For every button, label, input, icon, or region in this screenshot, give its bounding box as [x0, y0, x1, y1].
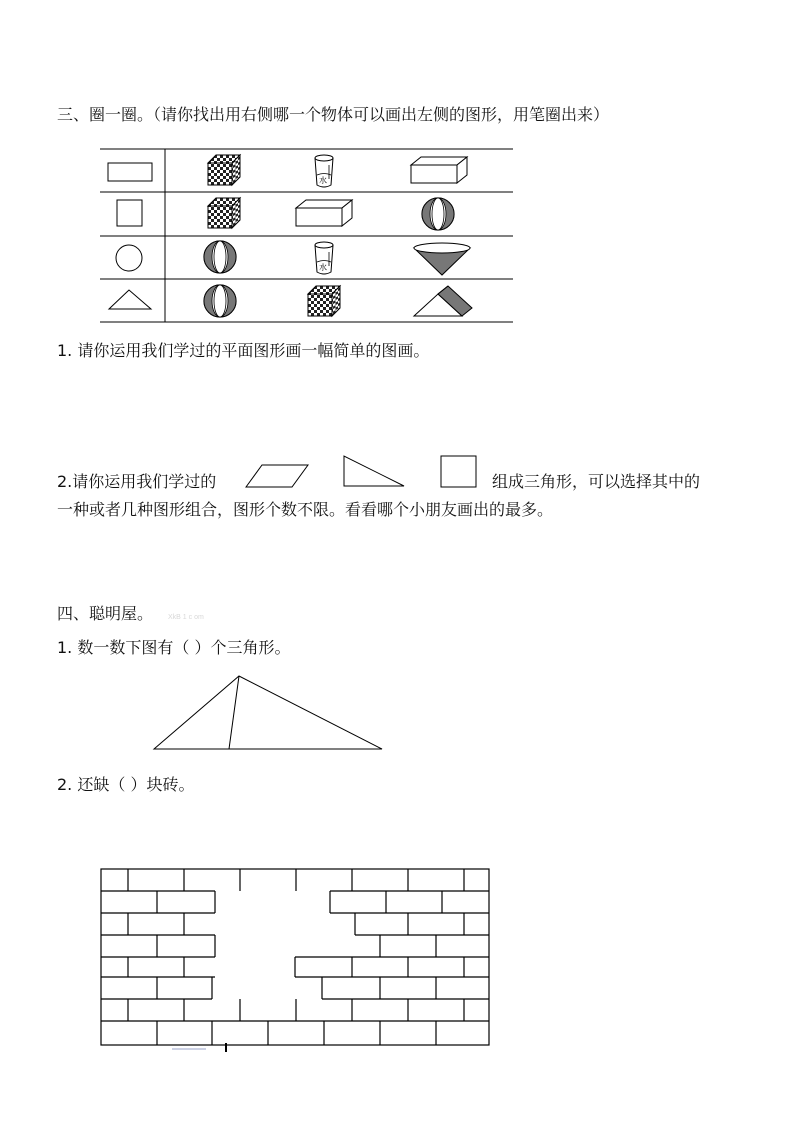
cone-icon	[414, 243, 470, 275]
section3-title: 三、圈一圈。（请你找出用右侧哪一个物体可以画出左侧的图形，用笔圈出来）	[57, 105, 610, 124]
circle-shape	[116, 245, 142, 271]
watermark-text: XkB 1 c om	[168, 614, 204, 621]
section3-q2-prefix: 2.请你运用我们学过的	[57, 472, 217, 491]
box-icon	[296, 200, 352, 226]
ball-icon	[204, 241, 236, 273]
section4-q2: 2. 还缺（ ）块砖。	[57, 775, 195, 794]
ball-icon	[204, 285, 236, 317]
right-triangle-shape	[344, 456, 404, 486]
ball-icon	[422, 198, 454, 230]
rectangle-shape	[108, 163, 152, 181]
rubik-cube-icon	[208, 155, 240, 185]
brick-wall-figure	[101, 869, 489, 1045]
triangle-shape	[109, 290, 151, 309]
glass-cup-icon	[315, 242, 333, 274]
glass-cup-icon	[315, 155, 333, 187]
square-inline-shape	[441, 456, 476, 487]
section3-q1: 1. 请你运用我们学过的平面图形画一幅简单的图画。	[57, 341, 430, 360]
box-icon	[411, 157, 467, 183]
triangle-count-figure	[154, 676, 382, 749]
rubik-cube-icon	[208, 198, 240, 228]
parallelogram-shape	[246, 465, 308, 487]
triangular-prism-icon	[414, 286, 472, 316]
square-shape	[117, 200, 142, 226]
section4-q1: 1. 数一数下图有（ ）个三角形。	[57, 638, 291, 657]
section4-title: 四、聪明屋。	[57, 604, 154, 623]
shape-object-table: 水	[0, 0, 794, 1123]
section3-q2-line2: 一种或者几种图形组合，图形个数不限。看看哪个小朋友画出的最多。	[57, 500, 554, 519]
section3-q2-suffix: 组成三角形，可以选择其中的	[492, 472, 701, 491]
rubik-cube-icon	[308, 286, 340, 316]
